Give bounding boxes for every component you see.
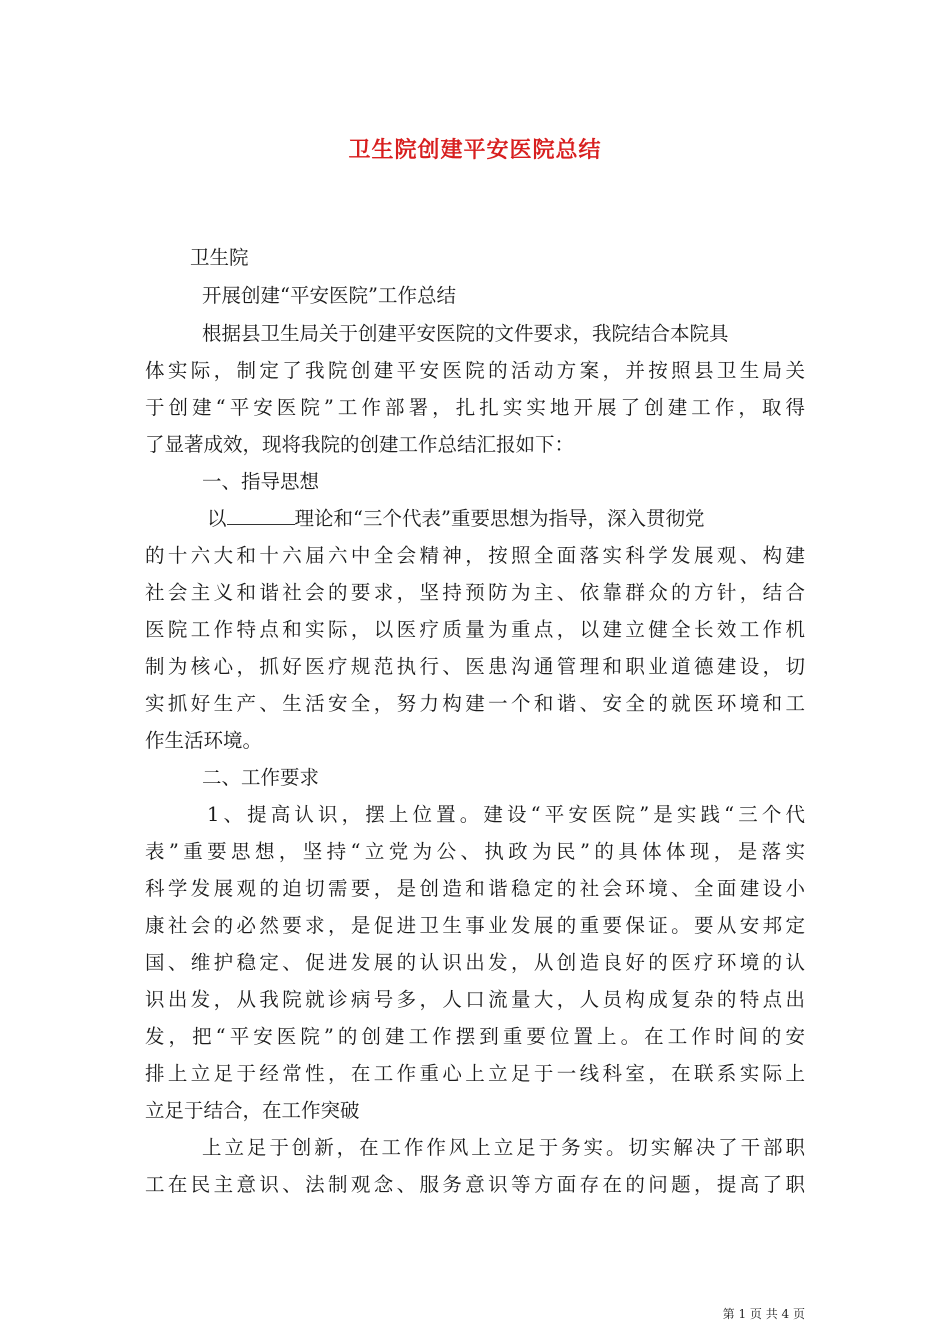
section2-line-8: 排上立足于经常性，在工作重心上立足于一线科室，在联系实际上 (145, 1062, 805, 1085)
section2-title: 二、工作要求 (202, 766, 320, 789)
section1-line-6: 实抓好生产、生活安全，努力构建一个和谐、安全的就医环境和工 (145, 692, 805, 715)
section1-line-4: 医院工作特点和实际，以医疗质量为重点，以建立健全长效工作机 (145, 618, 805, 641)
section1-first-rest: 理论和“三个代表”重要思想为指导，深入贯彻党 (294, 507, 705, 530)
section2-line-5: 国、维护稳定、促进发展的认识出发，从创造良好的医疗环境的认 (145, 951, 805, 974)
section2-line-7: 发，把“平安医院”的创建工作摆到重要位置上。在工作时间的安 (145, 1025, 805, 1048)
section1-title: 一、指导思想 (202, 470, 320, 493)
blank-underline (227, 506, 295, 525)
intro-line-4: 了显著成效，现将我院的创建工作总结汇报如下： (145, 433, 575, 456)
heading-subject: 开展创建“平安医院”工作总结 (202, 284, 456, 307)
section1-line-3: 社会主义和谐社会的要求，坚持预防为主、依靠群众的方针，结合 (145, 581, 805, 604)
section2-cont-line-2: 工在民主意识、法制观念、服务意识等方面存在的问题，提高了职 (145, 1173, 805, 1196)
intro-line-3: 于创建“平安医院”工作部署，扎扎实实地开展了创建工作，取得 (145, 396, 805, 419)
section2-line-2: 表”重要思想，坚持“立党为公、执政为民”的具体体现，是落实 (145, 840, 805, 863)
section1-line-2: 的十六大和十六届六中全会精神，按照全面落实科学发展观、构建 (145, 544, 805, 567)
page-number: 第 1 页 共 4 页 (722, 1307, 805, 1321)
section1-line-1 (207, 505, 805, 533)
section1-lead: 以 (207, 507, 227, 530)
section2-line-4: 康社会的必然要求，是促进卫生事业发展的重要保证。要从安邦定 (145, 914, 805, 937)
section2-line-3: 科学发展观的迫切需要，是创造和谐稳定的社会环境、全面建设小 (145, 877, 805, 900)
section1-line-7: 作生活环境。 (145, 729, 263, 752)
intro-line-2: 体实际，制定了我院创建平安医院的活动方案，并按照县卫生局关 (145, 359, 805, 382)
heading-unit: 卫生院 (190, 246, 249, 269)
section2-line-6: 识出发，从我院就诊病号多，人口流量大，人员构成复杂的特点出 (145, 988, 805, 1011)
section1-line-5: 制为核心，抓好医疗规范执行、医患沟通管理和职业道德建设，切 (145, 655, 805, 678)
section2-cont-line-1: 上立足于创新，在工作作风上立足于务实。切实解决了干部职 (202, 1136, 805, 1159)
section2-line-9: 立足于结合，在工作突破 (145, 1099, 360, 1122)
intro-line-1: 根据县卫生局关于创建平安医院的文件要求，我院结合本院具 (202, 322, 729, 345)
document-title: 卫生院创建平安医院总结 (348, 138, 602, 163)
section2-line-1: 1、提高认识，摆上位置。建设“平安医院”是实践“三个代 (207, 803, 805, 826)
